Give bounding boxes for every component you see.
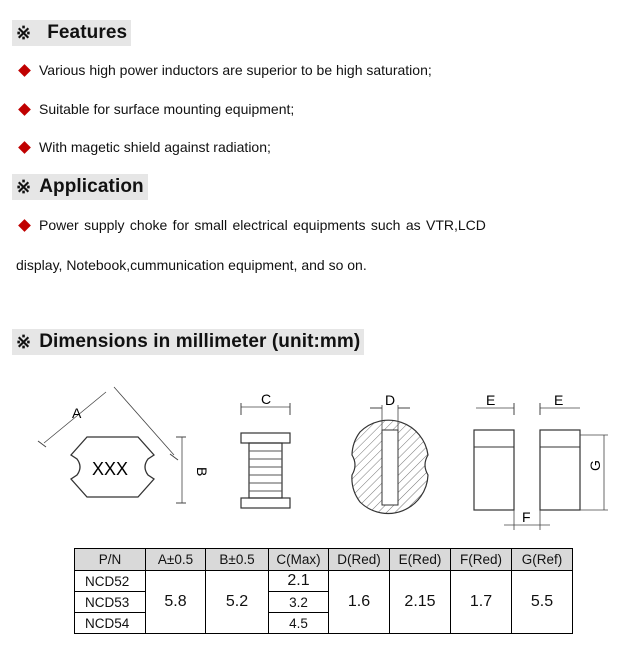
- features-heading: [12, 20, 131, 46]
- cell-b: 5.2: [206, 571, 269, 634]
- label-b: B: [194, 467, 210, 477]
- cell-f: 1.7: [451, 571, 512, 634]
- table-header-row: [75, 549, 573, 571]
- header-c: C(Max): [269, 549, 329, 571]
- header-d: D(Red): [329, 549, 390, 571]
- dimensions-title: Dimensions in millimeter (unit:mm): [39, 331, 361, 352]
- header-e: E(Red): [390, 549, 451, 571]
- diamond-bullet-icon: [18, 64, 31, 77]
- cell-c: 4.5: [269, 613, 329, 634]
- marking-text: XXX: [92, 459, 129, 479]
- cell-pn: NCD54: [75, 613, 146, 634]
- label-f: F: [522, 509, 531, 525]
- label-c: C: [261, 391, 272, 407]
- cell-g: 5.5: [512, 571, 573, 634]
- side-view: [241, 391, 290, 508]
- reference-mark: ※: [16, 331, 32, 352]
- dimension-drawing: [30, 385, 620, 535]
- cell-a: 5.8: [146, 571, 206, 634]
- diamond-bullet-icon: [18, 141, 31, 154]
- diamond-bullet-icon: [18, 219, 31, 232]
- header-pn: P/N: [75, 549, 146, 571]
- cell-pn: NCD52: [75, 571, 146, 592]
- feature-item: Suitable for surface mounting equipment;: [18, 101, 294, 117]
- terminal-views: [474, 392, 608, 530]
- application-title: Application: [39, 176, 144, 197]
- label-g: G: [587, 460, 603, 471]
- header-b: B±0.5: [206, 549, 269, 571]
- cell-c: 2.1: [269, 571, 329, 592]
- diamond-bullet-icon: [18, 103, 31, 116]
- dimension-table: [74, 548, 573, 634]
- feature-item: With magetic shield against radiation;: [18, 139, 271, 155]
- label-a: A: [72, 405, 82, 421]
- application-heading: [12, 174, 148, 200]
- label-d: D: [385, 392, 396, 408]
- application-continuation: display, Notebook,cummunication equipment, and so on.: [16, 257, 367, 273]
- reference-mark: ※: [16, 22, 32, 43]
- cell-d: 1.6: [329, 571, 390, 634]
- label-e1: E: [486, 392, 496, 408]
- label-e2: E: [554, 392, 564, 408]
- top-view: [38, 387, 210, 503]
- cell-c: 3.2: [269, 592, 329, 613]
- bottom-view: [352, 392, 428, 513]
- table-row: [75, 571, 573, 592]
- features-title: Features: [47, 22, 128, 43]
- dimensions-heading: [12, 329, 364, 355]
- header-f: F(Red): [451, 549, 512, 571]
- feature-item: Various high power inductors are superior to be high saturation;: [18, 62, 432, 78]
- header-a: A±0.5: [146, 549, 206, 571]
- cell-pn: NCD53: [75, 592, 146, 613]
- reference-mark: ※: [16, 176, 32, 197]
- cell-e: 2.15: [390, 571, 451, 634]
- application-item: Power supply choke for small electrical equipments such as VTR,LCD: [18, 217, 486, 233]
- header-g: G(Ref): [512, 549, 573, 571]
